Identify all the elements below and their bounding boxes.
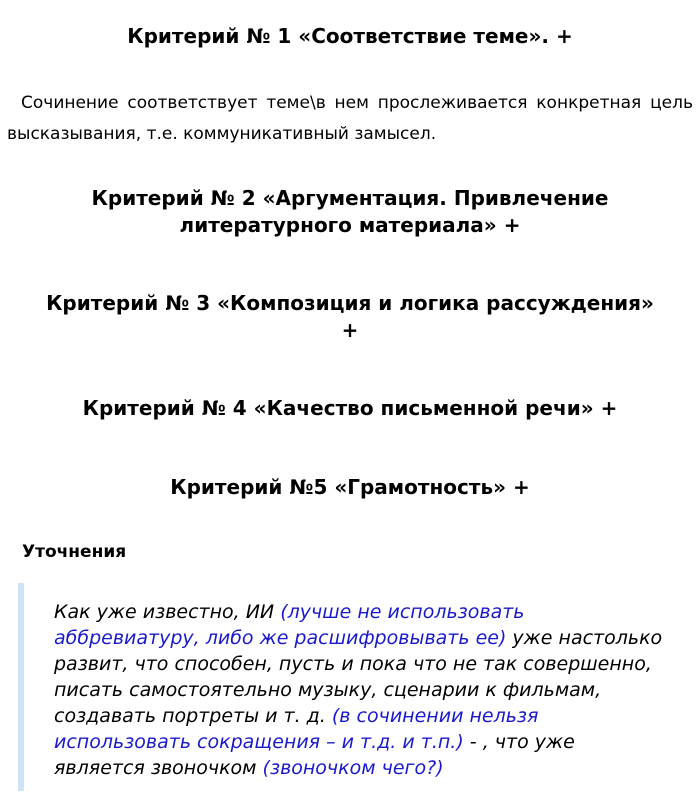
criterion-1-comment-text: Сочинение соответствует теме\в нем прослеживается конкретная цель высказывания, т.е. коммуникативный замысел. (7, 93, 693, 144)
clarifications-heading: Уточнения (22, 542, 127, 562)
criterion-2-line-1: Критерий № 2 «Аргументация. Привлечение (91, 186, 609, 210)
criterion-3-line-2: + (341, 318, 359, 342)
quote-segment-remark: (звоночком чего?) (262, 757, 444, 779)
criterion-4-line-1: Критерий № 4 «Качество письменной речи» + (82, 396, 618, 420)
criterion-3-heading (0, 290, 700, 344)
criterion-2-line-2: литературного материала» + (179, 213, 521, 237)
quote-segment-remark: (в сочинении нельзя использовать сокращения – и т.д. и т.п.) (54, 705, 539, 753)
clarifications-quote-text (54, 599, 664, 781)
criterion-1-line-1: Критерий № 1 «Соответствие теме». + (127, 24, 573, 48)
quote-segment-essay: Как уже известно, ИИ (54, 601, 281, 623)
criterion-1-comment (7, 88, 693, 150)
criterion-4-heading (0, 395, 700, 422)
criterion-2-heading (0, 185, 700, 239)
criterion-1-heading (0, 23, 700, 50)
quote-segment-essay: уже настолько развит, что способен, пусть и пока что не так совершенно, писать самостоятельно музыку, сценарии к фильмам, создавать портреты и т. д. (54, 627, 663, 727)
criterion-3-line-1: Критерий № 3 «Композиция и логика рассуждения» (46, 291, 654, 315)
quote-segment-remark: (лучше не использовать аббревиатуру, либо же расшифровывать ее) (54, 601, 525, 649)
clarifications-quote (18, 583, 668, 791)
criterion-5-line-1: Критерий №5 «Грамотность» + (170, 475, 530, 499)
quote-segment-essay: - , что уже является звоночком (54, 731, 575, 779)
criterion-5-heading (0, 474, 700, 501)
